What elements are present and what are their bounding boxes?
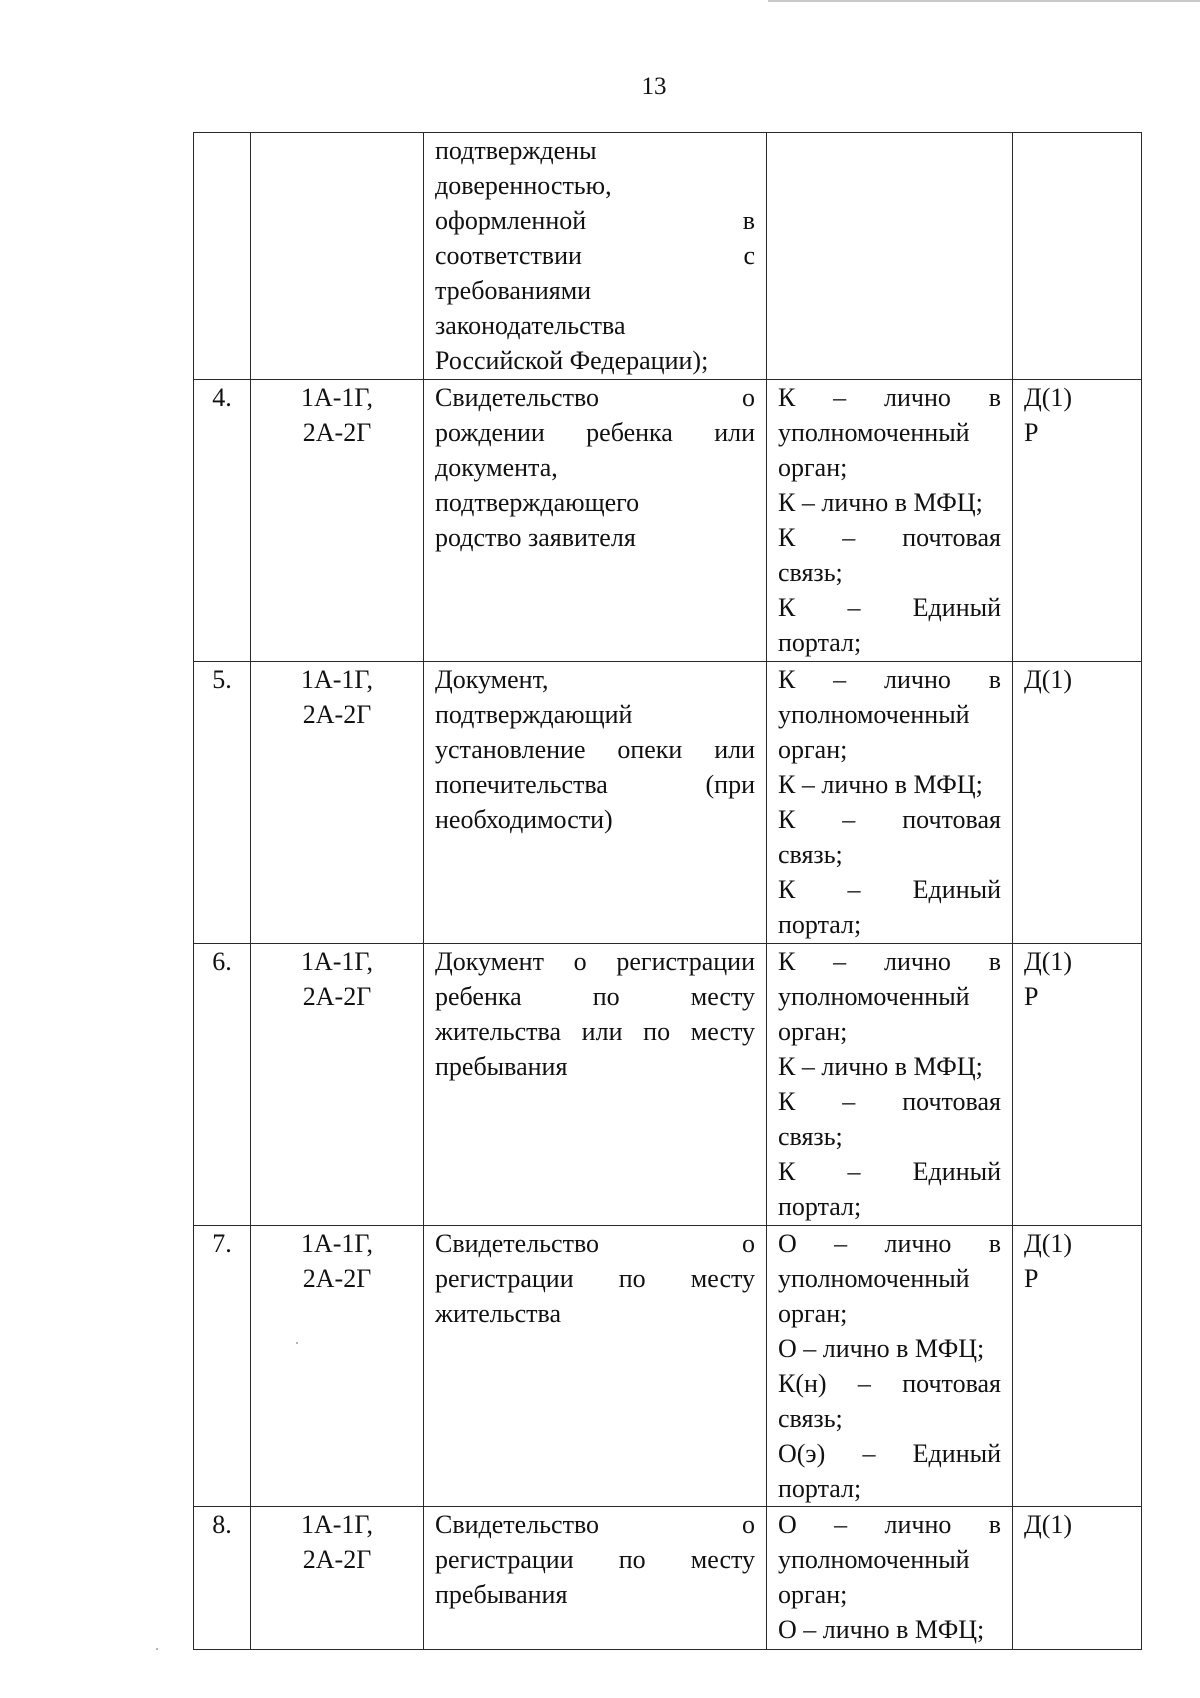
- document-name-cell: [424, 1226, 767, 1507]
- cell-text-line: Р: [1024, 982, 1039, 1011]
- cell-text-line: портал;: [778, 628, 862, 657]
- cell-text-line: 1А-1Г,: [300, 1510, 374, 1539]
- cell-text-line: установление опеки или: [435, 735, 755, 764]
- cell-text-line: подтверждающий: [435, 700, 633, 729]
- row-number: 8.: [212, 1510, 232, 1539]
- row-number: 5.: [212, 665, 232, 694]
- cell-text-line: пребывания: [435, 1052, 568, 1081]
- document-name-cell: [424, 944, 767, 1226]
- documents-table-body: [194, 133, 1142, 1650]
- cell-text-line: орган;: [778, 1017, 848, 1046]
- applicant-category-cell: [251, 133, 424, 380]
- cell-text-line: документа,: [435, 453, 558, 482]
- cell-text-line: рождении ребенка или: [435, 418, 755, 447]
- cell-text-line: К(н) – почтовая: [778, 1369, 1001, 1398]
- cell-text-line: К – лично в МФЦ;: [778, 770, 983, 799]
- cell-text-line: О – лично в МФЦ;: [778, 1334, 985, 1363]
- cell-text-line: оформленной в: [435, 206, 755, 235]
- cell-text-line: соответствии с: [435, 241, 755, 270]
- cell-text-line: К – лично в МФЦ;: [778, 1052, 983, 1081]
- document-form-cell: [1013, 1507, 1142, 1650]
- table-row: [194, 662, 1142, 944]
- cell-text-line: К – почтовая: [778, 523, 1001, 552]
- cell-text-line: связь;: [778, 558, 843, 587]
- cell-text-line: пребывания: [435, 1580, 568, 1609]
- cell-text-line: орган;: [778, 1580, 848, 1609]
- cell-text-line: уполномоченный: [778, 1264, 970, 1293]
- cell-text-line: Д(1): [1024, 665, 1073, 694]
- cell-text-line: Р: [1024, 1264, 1039, 1293]
- cell-text-line: попечительства (при: [435, 770, 755, 799]
- cell-text-line: жительства: [435, 1299, 561, 1328]
- cell-text-line: орган;: [778, 735, 848, 764]
- row-number-cell: [194, 1507, 251, 1650]
- row-number: 4.: [212, 383, 232, 412]
- document-form-cell: [1013, 944, 1142, 1226]
- cell-text-line: подтверждены: [435, 136, 597, 165]
- applicant-category-cell: [251, 1226, 424, 1507]
- cell-text-line: связь;: [778, 840, 843, 869]
- cell-text-line: уполномоченный: [778, 700, 970, 729]
- cell-text-line: О – лично в МФЦ;: [778, 1615, 985, 1644]
- cell-text-line: регистрации по месту: [435, 1264, 755, 1293]
- cell-text-line: законодательства: [435, 311, 626, 340]
- cell-text-line: Д(1): [1024, 383, 1073, 412]
- cell-text-line: К – почтовая: [778, 1087, 1001, 1116]
- scan-speck: [156, 1648, 158, 1650]
- submission-method-cell: [767, 944, 1013, 1226]
- row-number-cell: [194, 1226, 251, 1507]
- cell-text-line: связь;: [778, 1404, 843, 1433]
- cell-text-line: К – Единый: [778, 875, 1001, 904]
- submission-method-cell: [767, 133, 1013, 380]
- cell-text-line: 2А-2Г: [302, 700, 372, 729]
- cell-text-line: уполномоченный: [778, 982, 970, 1011]
- row-number-cell: [194, 662, 251, 944]
- table-row: [194, 380, 1142, 662]
- cell-text-line: подтверждающего: [435, 488, 640, 517]
- cell-text-line: 2А-2Г: [302, 1545, 372, 1574]
- row-number: 7.: [212, 1229, 232, 1258]
- document-form-cell: [1013, 380, 1142, 662]
- documents-table: [193, 132, 1142, 1650]
- cell-text-line: Д(1): [1024, 1229, 1073, 1258]
- table-row: [194, 1507, 1142, 1650]
- document-form-cell: [1013, 133, 1142, 380]
- cell-text-line: портал;: [778, 1474, 862, 1503]
- cell-text-line: Д(1): [1024, 947, 1073, 976]
- cell-text-line: К – лично в МФЦ;: [778, 488, 983, 517]
- document-form-cell: [1013, 1226, 1142, 1507]
- cell-text-line: 1А-1Г,: [300, 383, 374, 412]
- cell-text-line: К – лично в: [778, 383, 1001, 412]
- cell-text-line: 1А-1Г,: [300, 1229, 374, 1258]
- cell-text-line: доверенностью,: [435, 171, 612, 200]
- cell-text-line: требованиями: [435, 276, 592, 305]
- document-name-cell: [424, 1507, 767, 1650]
- cell-text-line: К – Единый: [778, 1157, 1001, 1186]
- cell-text-line: Российской Федерации);: [435, 346, 709, 375]
- row-number: 6.: [212, 947, 232, 976]
- table-row: [194, 133, 1142, 380]
- cell-text-line: Документ о регистрации: [435, 947, 755, 976]
- cell-text-line: К – Единый: [778, 593, 1001, 622]
- cell-text-line: К – почтовая: [778, 805, 1001, 834]
- document-name-cell: [424, 133, 767, 380]
- cell-text-line: 1А-1Г,: [300, 665, 374, 694]
- cell-text-line: О – лично в: [778, 1510, 1001, 1539]
- cell-text-line: орган;: [778, 453, 848, 482]
- cell-text-line: Свидетельство о: [435, 1229, 755, 1258]
- scan-speck: [296, 1342, 298, 1344]
- submission-method-cell: [767, 1226, 1013, 1507]
- cell-text-line: уполномоченный: [778, 1545, 970, 1574]
- cell-text-line: необходимости): [435, 805, 613, 834]
- cell-text-line: О – лично в: [778, 1229, 1001, 1258]
- cell-text-line: портал;: [778, 910, 862, 939]
- row-number-cell: [194, 380, 251, 662]
- document-name-cell: [424, 380, 767, 662]
- cell-text-line: К – лично в: [778, 665, 1001, 694]
- cell-text-line: 2А-2Г: [302, 982, 372, 1011]
- applicant-category-cell: [251, 944, 424, 1226]
- cell-text-line: жительства или по месту: [435, 1017, 755, 1046]
- cell-text-line: орган;: [778, 1299, 848, 1328]
- table-row: [194, 944, 1142, 1226]
- cell-text-line: Р: [1024, 418, 1039, 447]
- cell-text-line: связь;: [778, 1122, 843, 1151]
- table-row: [194, 1226, 1142, 1507]
- cell-text-line: портал;: [778, 1192, 862, 1221]
- row-number-cell: [194, 133, 251, 380]
- document-form-cell: [1013, 662, 1142, 944]
- cell-text-line: регистрации по месту: [435, 1545, 755, 1574]
- applicant-category-cell: [251, 662, 424, 944]
- cell-text-line: 2А-2Г: [302, 1264, 372, 1293]
- cell-text-line: 1А-1Г,: [300, 947, 374, 976]
- cell-text-line: уполномоченный: [778, 418, 970, 447]
- page-number: 13: [641, 73, 667, 100]
- submission-method-cell: [767, 662, 1013, 944]
- cell-text-line: Д(1): [1024, 1510, 1073, 1539]
- cell-text-line: Свидетельство о: [435, 1510, 755, 1539]
- cell-text-line: О(э) – Единый: [778, 1439, 1001, 1468]
- scan-edge-line: [768, 0, 1200, 2]
- document-name-cell: [424, 662, 767, 944]
- cell-text-line: Документ,: [435, 665, 549, 694]
- cell-text-line: ребенка по месту: [435, 982, 755, 1011]
- submission-method-cell: [767, 1507, 1013, 1650]
- cell-text-line: К – лично в: [778, 947, 1001, 976]
- applicant-category-cell: [251, 1507, 424, 1650]
- applicant-category-cell: [251, 380, 424, 662]
- cell-text-line: 2А-2Г: [302, 418, 372, 447]
- cell-text-line: Свидетельство о: [435, 383, 755, 412]
- cell-text-line: родство заявителя: [435, 523, 636, 552]
- submission-method-cell: [767, 380, 1013, 662]
- row-number-cell: [194, 944, 251, 1226]
